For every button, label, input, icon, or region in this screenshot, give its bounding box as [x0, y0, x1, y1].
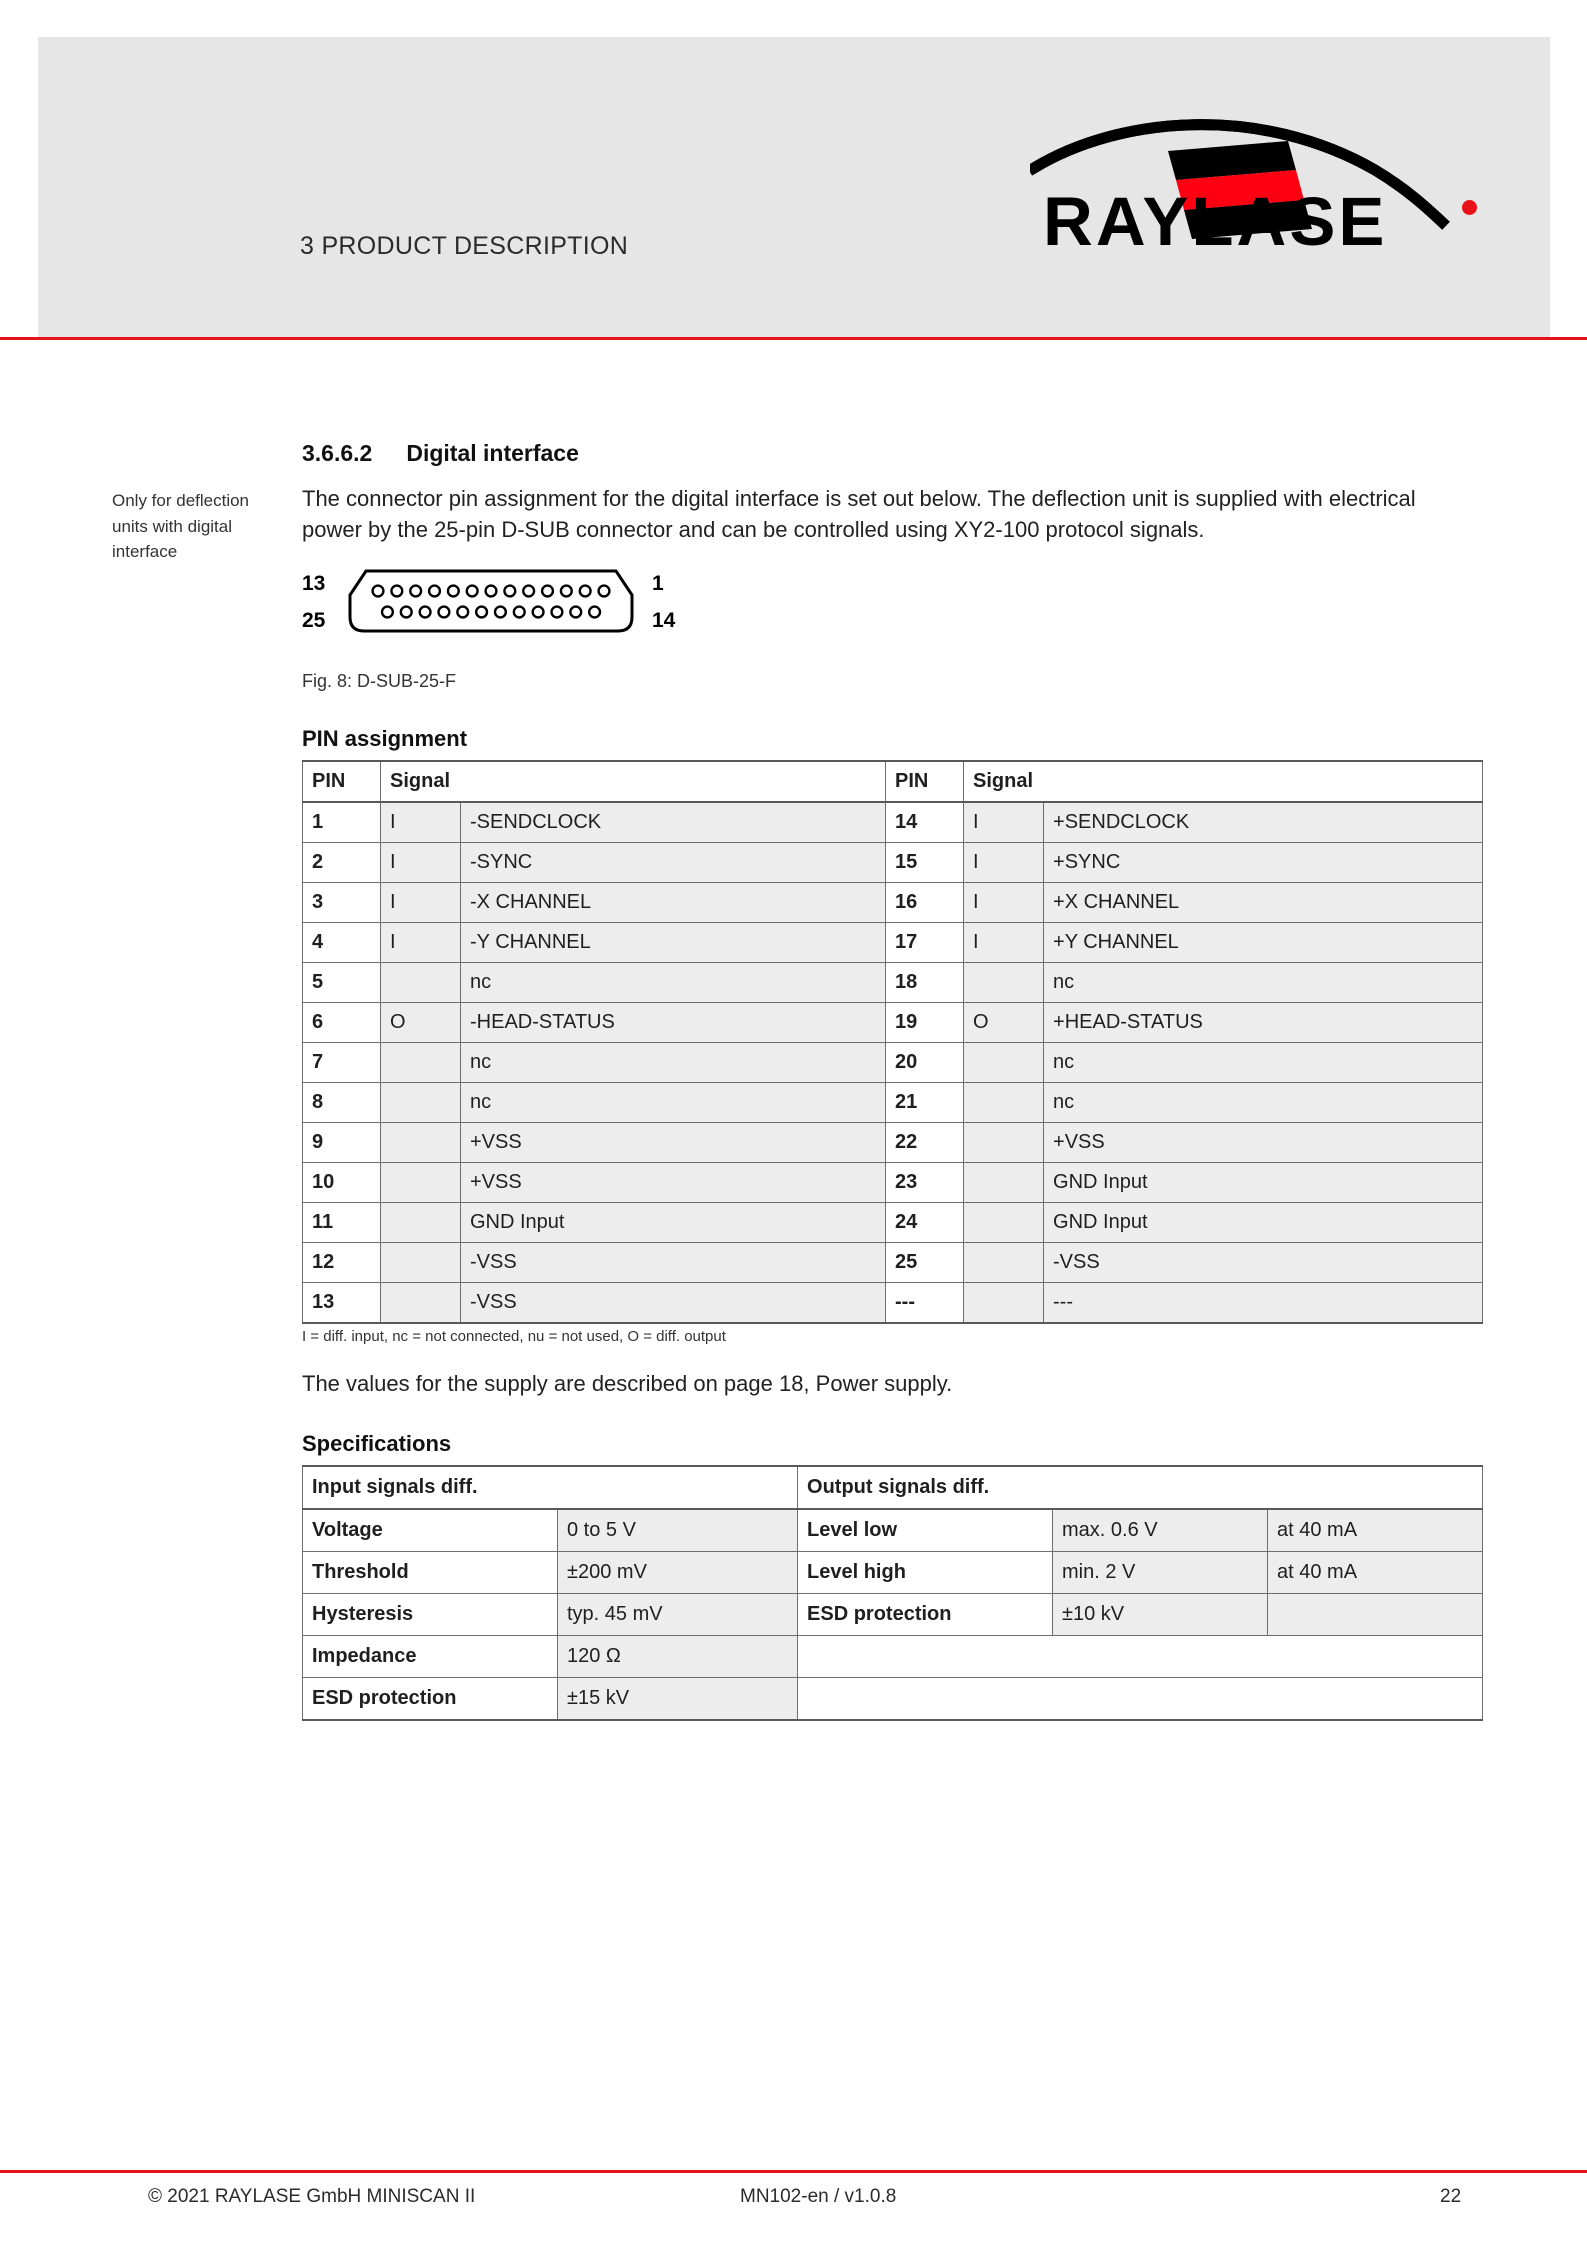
pin-assignment-table — [302, 760, 1483, 1324]
table-row — [303, 1243, 1483, 1283]
pin-table-col-pin-right: PIN — [886, 761, 964, 802]
signal-direction-left: I — [381, 802, 461, 843]
signal-direction-right — [964, 1243, 1044, 1283]
pin-table-heading: PIN assignment — [302, 726, 468, 752]
spec-input-value: ±15 kV — [558, 1678, 798, 1721]
specifications-heading: Specifications — [302, 1431, 452, 1457]
signal-direction-right — [964, 1203, 1044, 1243]
signal-name-left: +VSS — [461, 1123, 886, 1163]
pin-number-left: 8 — [303, 1083, 381, 1123]
signal-name-left: nc — [461, 1043, 886, 1083]
signal-direction-right — [964, 963, 1044, 1003]
table-row — [303, 1043, 1483, 1083]
footer-page-number: 22 — [1440, 2186, 1462, 2207]
connector-label-bottom-left: 25 — [302, 609, 326, 633]
signal-name-right: nc — [1044, 963, 1483, 1003]
table-row — [303, 1594, 1483, 1636]
spec-output-condition: at 40 mA — [1268, 1509, 1483, 1552]
page-content — [302, 440, 1482, 1721]
pin-number-right: 22 — [886, 1123, 964, 1163]
raylase-red-dot-icon — [1462, 200, 1477, 215]
section-title: Digital interface — [406, 440, 579, 466]
spec-output-value: ±10 kV — [1053, 1594, 1268, 1636]
signal-direction-right — [964, 1283, 1044, 1324]
signal-name-left: -SYNC — [461, 843, 886, 883]
signal-name-right: +SENDCLOCK — [1044, 802, 1483, 843]
signal-direction-right: I — [964, 883, 1044, 923]
pin-table-footnote: I = diff. input, nc = not connected, nu = not used, O = diff. output — [302, 1328, 726, 1346]
spec-input-label: Voltage — [303, 1509, 558, 1552]
pin-number-left: 3 — [303, 883, 381, 923]
table-row — [303, 883, 1483, 923]
signal-name-right: +Y CHANNEL — [1044, 923, 1483, 963]
table-row — [303, 1003, 1483, 1043]
pin-number-left: 1 — [303, 802, 381, 843]
spec-output-label: ESD protection — [798, 1594, 1053, 1636]
signal-direction-left: I — [381, 843, 461, 883]
signal-name-right: GND Input — [1044, 1163, 1483, 1203]
pin-number-right: 19 — [886, 1003, 964, 1043]
signal-direction-left: I — [381, 923, 461, 963]
pin-number-left: 7 — [303, 1043, 381, 1083]
pin-number-right: 18 — [886, 963, 964, 1003]
pin-number-right: 21 — [886, 1083, 964, 1123]
table-row — [303, 802, 1483, 843]
pin-number-left: 11 — [303, 1203, 381, 1243]
signal-name-left: -X CHANNEL — [461, 883, 886, 923]
signal-direction-right: I — [964, 923, 1044, 963]
footer-document-id: MN102-en / v1.0.8 — [740, 2186, 897, 2207]
spec-output-condition — [1268, 1594, 1483, 1636]
spec-input-value: 120 Ω — [558, 1636, 798, 1678]
pin-number-left: 9 — [303, 1123, 381, 1163]
signal-name-right: +SYNC — [1044, 843, 1483, 883]
signal-direction-left — [381, 1043, 461, 1083]
signal-name-left: -VSS — [461, 1243, 886, 1283]
signal-name-right: -VSS — [1044, 1243, 1483, 1283]
signal-name-left: -SENDCLOCK — [461, 802, 886, 843]
signal-name-right: GND Input — [1044, 1203, 1483, 1243]
signal-direction-left — [381, 1083, 461, 1123]
pin-number-right: 23 — [886, 1163, 964, 1203]
header-divider-rule — [0, 337, 1587, 340]
table-row — [303, 1083, 1483, 1123]
dsub-connector-figure — [302, 567, 1482, 657]
table-row — [303, 1203, 1483, 1243]
spec-input-label: ESD protection — [303, 1678, 558, 1721]
connector-label-bottom-right: 14 — [652, 609, 676, 633]
table-row — [303, 1283, 1483, 1324]
spec-input-label: Threshold — [303, 1552, 558, 1594]
pin-number-left: 5 — [303, 963, 381, 1003]
pin-number-right: --- — [886, 1283, 964, 1324]
table-row — [303, 1163, 1483, 1203]
pin-number-right: 15 — [886, 843, 964, 883]
signal-name-left: nc — [461, 1083, 886, 1123]
pin-number-right: 17 — [886, 923, 964, 963]
table-row — [303, 1552, 1483, 1594]
spec-input-value: ±200 mV — [558, 1552, 798, 1594]
pin-table-col-signal-left: Signal — [381, 761, 886, 802]
signal-direction-left — [381, 1203, 461, 1243]
table-row — [303, 963, 1483, 1003]
section-heading — [302, 440, 1482, 467]
connector-label-top-right: 1 — [652, 572, 664, 596]
section-intro-paragraph: The connector pin assignment for the digital interface is set out below. The deflection unit is supplied with electrical power by the 25-pin D-SUB connector and can be controlled using XY2-100 protocol signals. — [302, 486, 1416, 543]
signal-direction-left — [381, 963, 461, 1003]
specs-header-output: Output signals diff. — [798, 1466, 1483, 1509]
pin-number-right: 20 — [886, 1043, 964, 1083]
dsub-connector-icon — [346, 567, 636, 635]
pin-number-left: 12 — [303, 1243, 381, 1283]
pin-number-right: 14 — [886, 802, 964, 843]
spec-output-condition: at 40 mA — [1268, 1552, 1483, 1594]
connector-label-top-left: 13 — [302, 572, 326, 596]
margin-note: Only for deflection units with digital interface — [112, 491, 250, 561]
signal-name-right: +X CHANNEL — [1044, 883, 1483, 923]
signal-direction-left — [381, 1163, 461, 1203]
spec-input-value: typ. 45 mV — [558, 1594, 798, 1636]
page-footer — [0, 2186, 1587, 2216]
spec-output-empty — [798, 1636, 1483, 1678]
signal-direction-right — [964, 1163, 1044, 1203]
signal-name-right: --- — [1044, 1283, 1483, 1324]
pin-number-right: 16 — [886, 883, 964, 923]
signal-name-left: -VSS — [461, 1283, 886, 1324]
section-number: 3.6.6.2 — [302, 440, 373, 466]
spec-output-label: Level low — [798, 1509, 1053, 1552]
table-row — [303, 1636, 1483, 1678]
spec-input-value: 0 to 5 V — [558, 1509, 798, 1552]
specifications-table — [302, 1465, 1483, 1721]
table-row — [303, 1123, 1483, 1163]
signal-name-right: nc — [1044, 1083, 1483, 1123]
signal-name-right: +VSS — [1044, 1123, 1483, 1163]
signal-direction-left — [381, 1283, 461, 1324]
signal-direction-right: I — [964, 843, 1044, 883]
figure-caption: Fig. 8: D-SUB-25-F — [302, 671, 457, 692]
pin-number-left: 6 — [303, 1003, 381, 1043]
table-row — [303, 923, 1483, 963]
signal-name-right: +HEAD-STATUS — [1044, 1003, 1483, 1043]
pin-table-col-pin-left: PIN — [303, 761, 381, 802]
signal-direction-right: O — [964, 1003, 1044, 1043]
pin-table-header-row — [303, 761, 1483, 802]
footer-copyright: © 2021 RAYLASE GmbH MINISCAN II — [148, 2186, 476, 2207]
specs-header-input: Input signals diff. — [303, 1466, 798, 1509]
spec-output-value: max. 0.6 V — [1053, 1509, 1268, 1552]
pin-number-left: 13 — [303, 1283, 381, 1324]
signal-name-right: nc — [1044, 1043, 1483, 1083]
signal-direction-right: I — [964, 802, 1044, 843]
signal-name-left: nc — [461, 963, 886, 1003]
spec-input-label: Impedance — [303, 1636, 558, 1678]
pin-number-right: 25 — [886, 1243, 964, 1283]
spec-input-label: Hysteresis — [303, 1594, 558, 1636]
signal-name-left: -HEAD-STATUS — [461, 1003, 886, 1043]
signal-direction-left — [381, 1123, 461, 1163]
pin-number-left: 4 — [303, 923, 381, 963]
pin-number-right: 24 — [886, 1203, 964, 1243]
pin-table-col-signal-right: Signal — [964, 761, 1483, 802]
footer-divider-rule — [0, 2170, 1587, 2173]
signal-name-left: GND Input — [461, 1203, 886, 1243]
table-row — [303, 843, 1483, 883]
signal-direction-left: I — [381, 883, 461, 923]
supply-reference-note: The values for the supply are described on page 18, Power supply. — [302, 1371, 953, 1397]
signal-name-left: -Y CHANNEL — [461, 923, 886, 963]
pin-number-left: 2 — [303, 843, 381, 883]
spec-output-empty — [798, 1678, 1483, 1721]
table-row — [303, 1509, 1483, 1552]
specs-header-row — [303, 1466, 1483, 1509]
chapter-title: 3 PRODUCT DESCRIPTION — [300, 232, 629, 260]
table-row — [303, 1678, 1483, 1721]
signal-name-left: +VSS — [461, 1163, 886, 1203]
spec-output-label: Level high — [798, 1552, 1053, 1594]
raylase-wordmark: RAYLASE — [1043, 183, 1388, 260]
spec-output-value: min. 2 V — [1053, 1552, 1268, 1594]
signal-direction-right — [964, 1123, 1044, 1163]
signal-direction-right — [964, 1083, 1044, 1123]
signal-direction-left — [381, 1243, 461, 1283]
signal-direction-right — [964, 1043, 1044, 1083]
signal-direction-left: O — [381, 1003, 461, 1043]
pin-number-left: 10 — [303, 1163, 381, 1203]
